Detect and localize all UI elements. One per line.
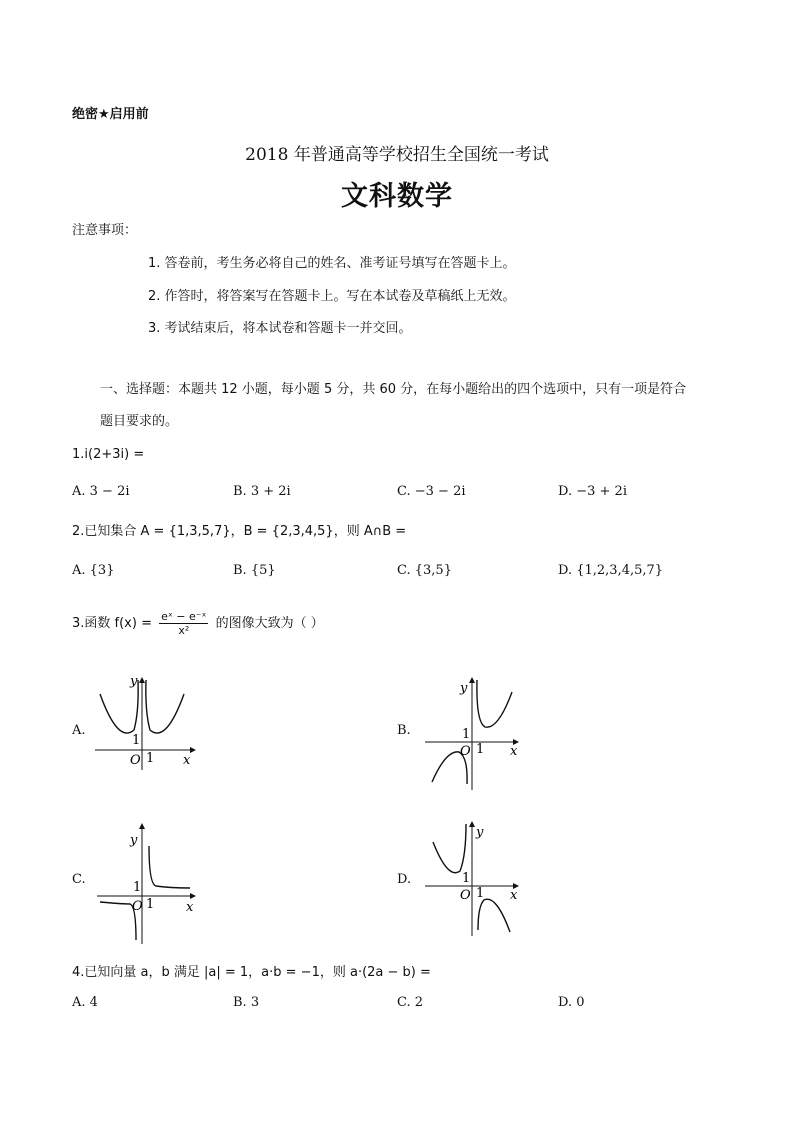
subject-title: 文科数学 (341, 181, 453, 212)
y-label: y (476, 825, 484, 840)
notice-item: 3. 考试结束后，将本试卷和答题卡一并交回。 (148, 321, 412, 336)
x-label: x (510, 888, 518, 903)
q2-option-c: C. {3,5} (397, 563, 452, 578)
q3-stem-suffix: 的图像大致为（ ） (215, 616, 324, 631)
q4-option-c: C. 2 (397, 995, 424, 1010)
q3-fraction (159, 610, 208, 637)
q3-graph-a (90, 672, 200, 772)
question-2-stem: 2.已知集合 A = {1,3,5,7}，B = {2,3,4,5}，则 A∩B = (72, 524, 407, 539)
q4-option-d: D. 0 (558, 995, 585, 1010)
curve-right (146, 680, 184, 733)
notice-item: 1. 答卷前，考生务必将自己的姓名、准考证号填写在答题卡上。 (148, 256, 516, 271)
curve-right (477, 680, 512, 727)
origin-label: O (460, 744, 471, 759)
section-instructions-line2: 题目要求的。 (100, 414, 179, 429)
question-3-stem (72, 610, 324, 637)
x-label: x (186, 900, 194, 915)
q3-graph-c (92, 818, 202, 946)
question-1-stem: 1.i(2+3i) = (72, 447, 145, 462)
curve-left (100, 902, 136, 940)
tick-one-y: 1 (132, 733, 141, 748)
q4-option-b: B. 3 (233, 995, 260, 1010)
tick-one-y: 1 (133, 880, 142, 895)
notice-item: 2. 作答时，将答案写在答题卡上。写在本试卷及草稿纸上无效。 (148, 289, 516, 304)
tick-one-x: 1 (476, 742, 485, 757)
origin-label: O (132, 899, 143, 914)
q3-option-a-label: A. (72, 723, 86, 738)
q3-option-d-label: D. (397, 872, 412, 887)
confidential-mark: 绝密★启用前 (72, 107, 149, 122)
notice-title: 注意事项： (72, 223, 138, 238)
y-label: y (130, 674, 138, 689)
origin-label: O (460, 888, 471, 903)
q2-option-b: B. {5} (233, 563, 276, 578)
q4-option-a: A. 4 (72, 995, 98, 1010)
q2-option-d: D. {1,2,3,4,5,7} (558, 563, 664, 578)
curve-right (149, 846, 190, 888)
q3-stem-prefix: 3.函数 f(x) = (72, 616, 152, 631)
tick-one-y: 1 (462, 871, 471, 886)
q2-option-a: A. {3} (72, 563, 115, 578)
y-label: y (460, 681, 468, 696)
q3-numerator: eˣ − e⁻ˣ (161, 610, 207, 623)
y-label: y (130, 833, 138, 848)
q1-option-b: B. 3 + 2i (233, 484, 291, 499)
q3-graph-b (420, 672, 530, 792)
origin-label: O (130, 753, 141, 768)
question-4-stem: 4.已知向量 a，b 满足 |a| = 1，a·b = −1，则 a·(2a − b) = (72, 965, 431, 980)
q3-option-c-label: C. (72, 872, 86, 887)
q1-option-d: D. −3 + 2i (558, 484, 627, 499)
q1-option-c: C. −3 − 2i (397, 484, 466, 499)
tick-one-x: 1 (476, 886, 485, 901)
q3-graph-d (420, 816, 530, 938)
exam-title: 2018 年普通高等学校招生全国统一考试 (245, 145, 549, 165)
curve-right (478, 899, 510, 932)
tick-one-x: 1 (146, 751, 155, 766)
q3-denominator: x² (178, 624, 190, 637)
x-label: x (510, 744, 518, 759)
section-instructions-line1: 一、选择题：本题共 12 小题，每小题 5 分，共 60 分，在每小题给出的四个选项中，只有一项是符合 (100, 382, 687, 397)
x-label: x (183, 753, 191, 768)
tick-one-x: 1 (146, 897, 155, 912)
tick-one-y: 1 (462, 727, 471, 742)
q1-option-a: A. 3 − 2i (72, 484, 130, 499)
curve-left (433, 824, 466, 873)
q3-option-b-label: B. (397, 723, 411, 738)
